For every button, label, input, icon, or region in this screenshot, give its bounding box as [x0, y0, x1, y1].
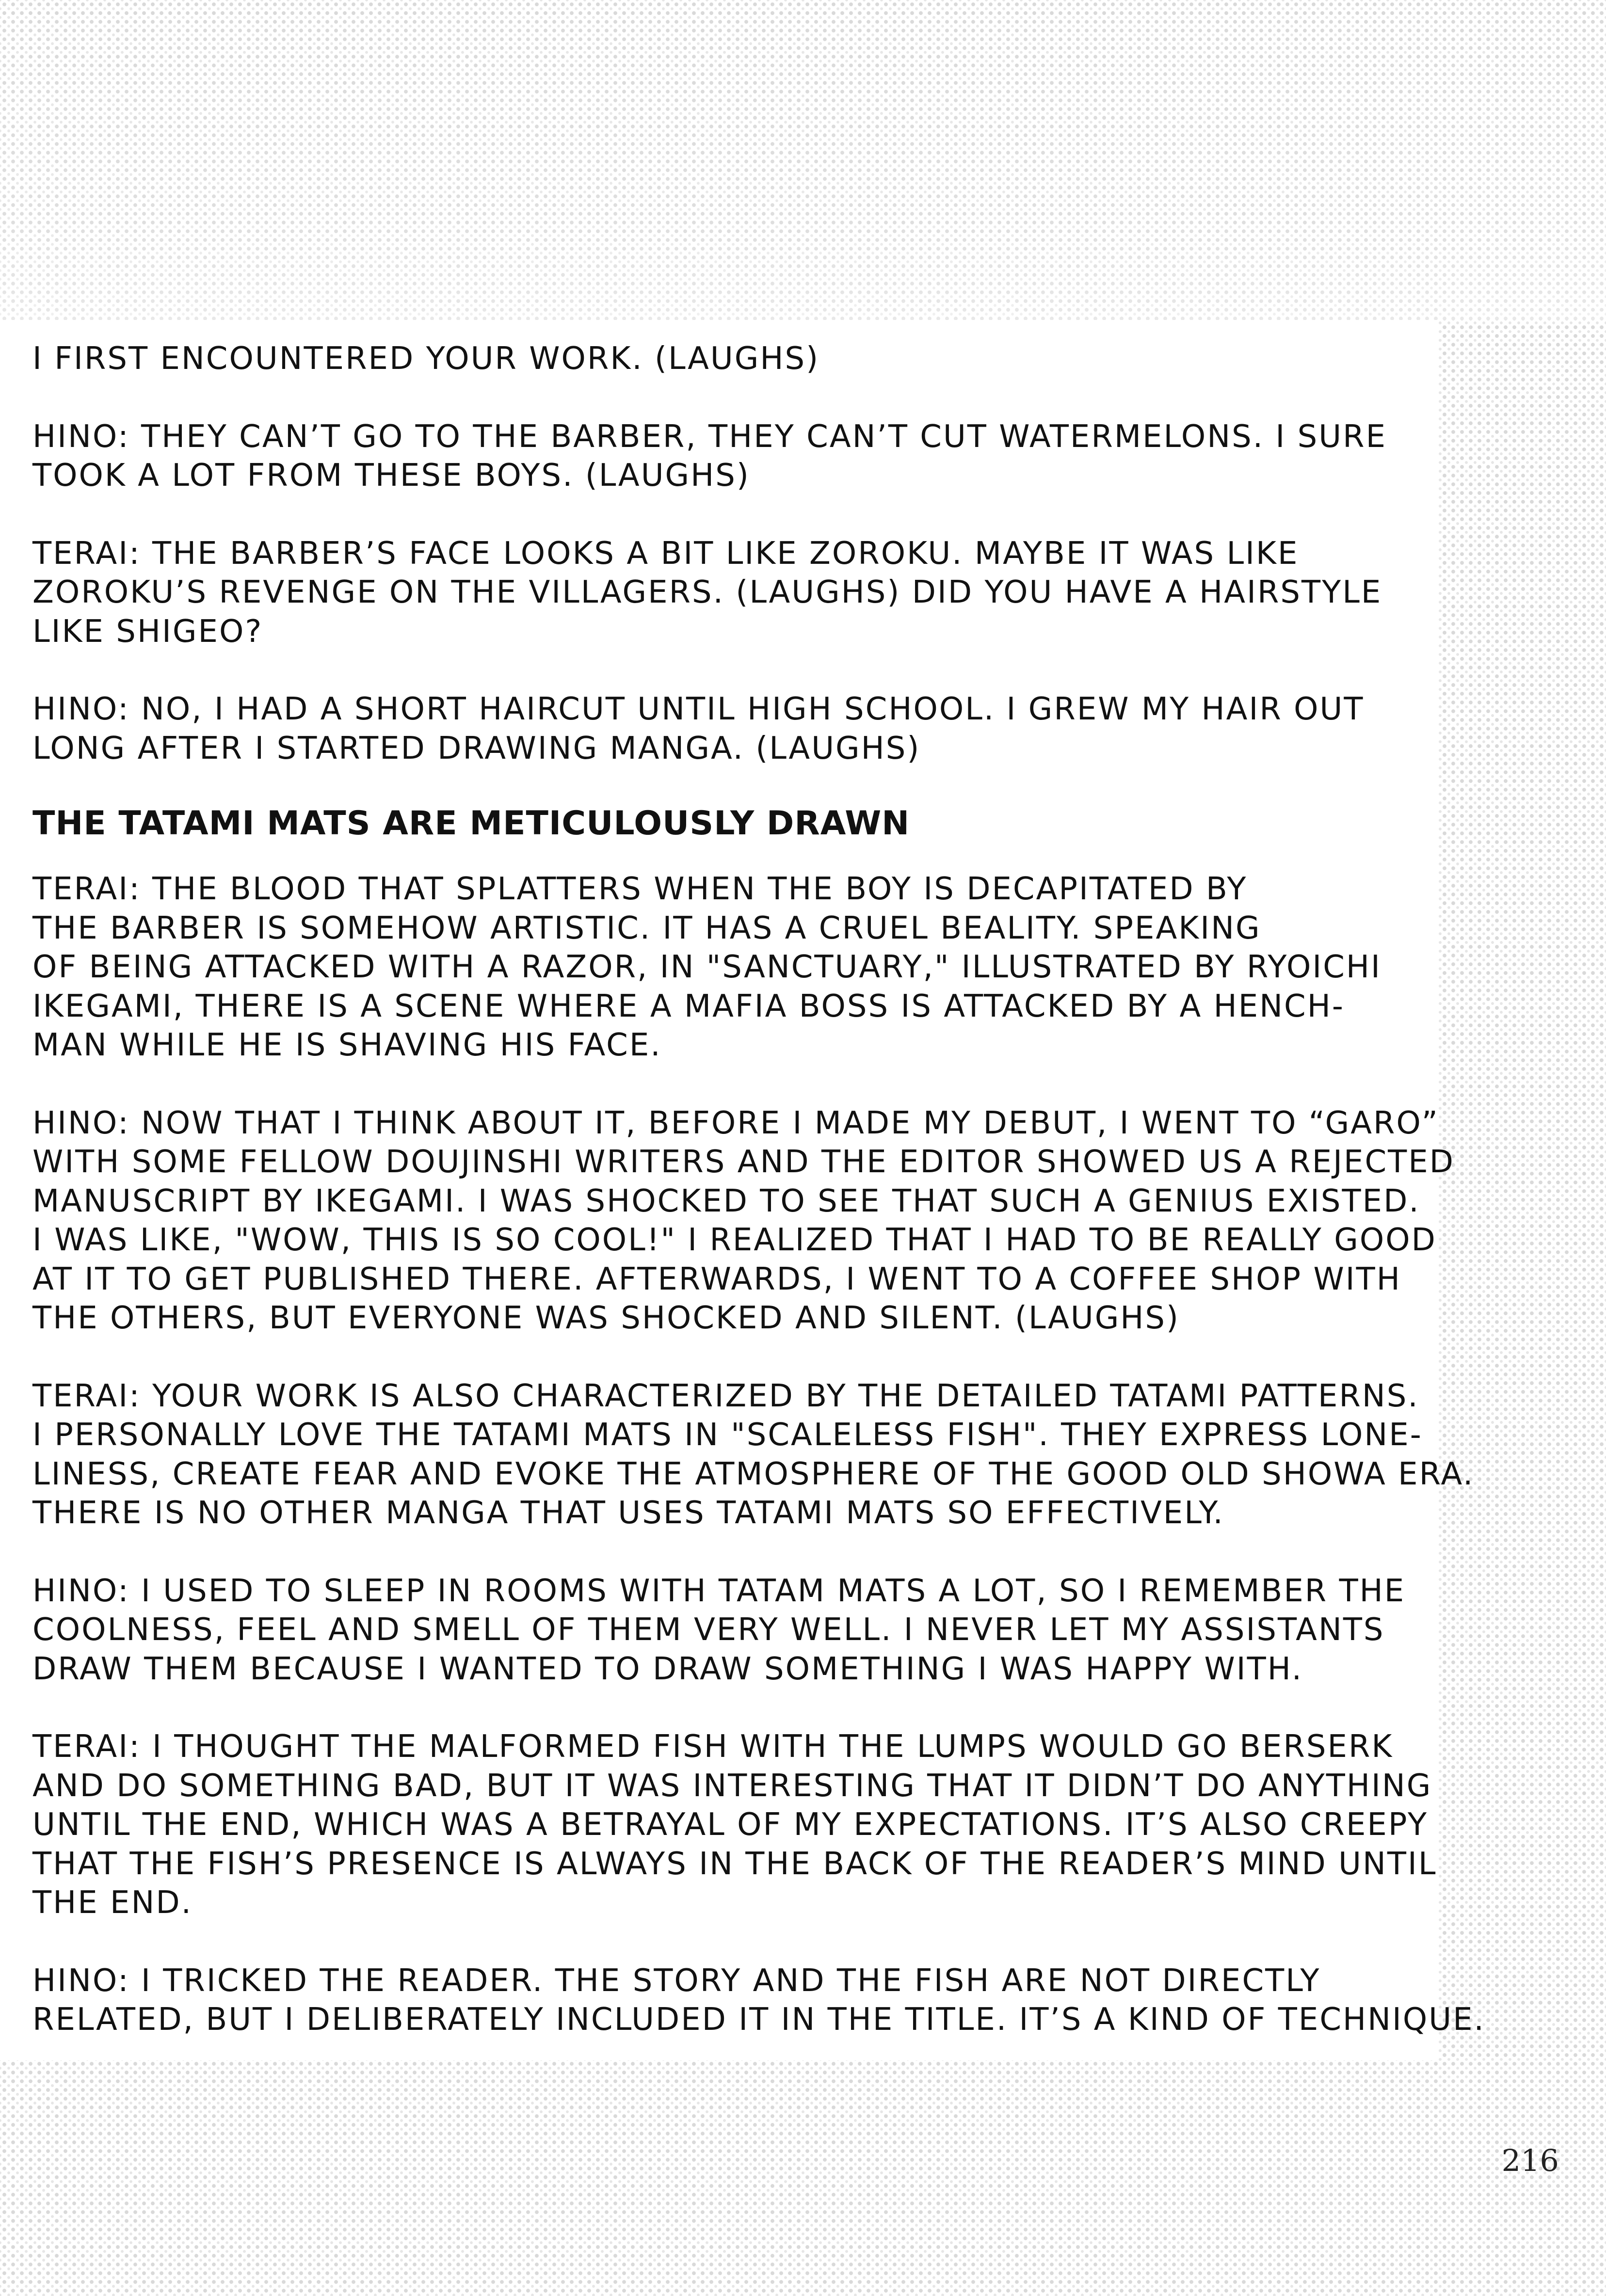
paragraph: [32, 1377, 1475, 1533]
text-line: ZOROKU’S REVENGE ON THE VILLAGERS. (LAUGHS) DID YOU HAVE A HAIRSTYLE: [32, 574, 1382, 610]
text-line: WITH SOME FELLOW DOUJINSHI WRITERS AND THE EDITOR SHOWED US A REJECTED: [32, 1144, 1455, 1180]
text-line: HINO: NO, I HAD A SHORT HAIRCUT UNTIL HIGH SCHOOL. I GREW MY HAIR OUT: [32, 691, 1365, 727]
paragraph: [32, 339, 1429, 379]
paragraph: [32, 417, 1429, 495]
text-line: TERAI: THE BLOOD THAT SPLATTERS WHEN THE BOY IS DECAPITATED BY: [32, 871, 1248, 907]
text-line: HINO: I TRICKED THE READER. THE STORY AND THE FISH ARE NOT DIRECTLY: [32, 1962, 1321, 1999]
text-line: THERE IS NO OTHER MANGA THAT USES TATAMI MATS SO EFFECTIVELY.: [32, 1495, 1224, 1531]
text-line: AND DO SOMETHING BAD, BUT IT WAS INTERESTING THAT IT DIDN’T DO ANYTHING: [32, 1768, 1432, 1804]
paragraph: [32, 870, 1429, 1065]
halftone-fade: [0, 0, 1606, 320]
paragraph: [32, 690, 1429, 768]
text-line: AT IT TO GET PUBLISHED THERE. AFTERWARDS, I WENT TO A COFFEE SHOP WITH: [32, 1261, 1401, 1297]
paragraph: [32, 1104, 1455, 1338]
paragraph: [32, 1572, 1429, 1689]
text-line: COOLNESS, FEEL AND SMELL OF THEM VERY WELL. I NEVER LET MY ASSISTANTS: [32, 1612, 1385, 1648]
section-heading: THE TATAMI MATS ARE METICULOUSLY DRAWN: [32, 804, 910, 843]
paragraph: [32, 1727, 1437, 1923]
text-line: DRAW THEM BECAUSE I WANTED TO DRAW SOMETHING I WAS HAPPY WITH.: [32, 1651, 1303, 1687]
text-line: THE END.: [32, 1885, 193, 1921]
text-line: I WAS LIKE, "WOW, THIS IS SO COOL!" I REALIZED THAT I HAD TO BE REALLY GOOD: [32, 1222, 1437, 1258]
text-line: HINO: THEY CAN’T GO TO THE BARBER, THEY CAN’T CUT WATERMELONS. I SURE: [32, 418, 1387, 455]
text-line: THE BARBER IS SOMEHOW ARTISTIC. IT HAS A CRUEL BEALITY. SPEAKING: [32, 910, 1261, 946]
paragraph: [32, 1961, 1485, 2040]
text-line: IKEGAMI, THERE IS A SCENE WHERE A MAFIA BOSS IS ATTACKED BY A HENCH-: [32, 988, 1345, 1024]
text-line: UNTIL THE END, WHICH WAS A BETRAYAL OF MY EXPECTATIONS. IT’S ALSO CREEPY: [32, 1807, 1429, 1843]
page-number: 216: [1501, 2143, 1559, 2178]
text-line: I FIRST ENCOUNTERED YOUR WORK. (LAUGHS): [32, 341, 820, 377]
text-line: HINO: I USED TO SLEEP IN ROOMS WITH TATAM MATS A LOT, SO I REMEMBER THE: [32, 1573, 1406, 1609]
text-line: HINO: NOW THAT I THINK ABOUT IT, BEFORE I MADE MY DEBUT, I WENT TO “GARO”: [32, 1105, 1439, 1141]
paragraph: [32, 534, 1429, 652]
text-line: THE OTHERS, BUT EVERYONE WAS SHOCKED AND SILENT. (LAUGHS): [32, 1300, 1180, 1336]
text-line: RELATED, BUT I DELIBERATELY INCLUDED IT IN THE TITLE. IT’S A KIND OF TECHNIQUE.: [32, 2002, 1485, 2038]
text-line: LONG AFTER I STARTED DRAWING MANGA. (LAUGHS): [32, 730, 921, 766]
text-line: THAT THE FISH’S PRESENCE IS ALWAYS IN THE BACK OF THE READER’S MIND UNTIL: [32, 1846, 1437, 1882]
text-line: OF BEING ATTACKED WITH A RAZOR, IN "SANCTUARY," ILLUSTRATED BY RYOICHI: [32, 949, 1381, 985]
text-line: MANUSCRIPT BY IKEGAMI. I WAS SHOCKED TO SEE THAT SUCH A GENIUS EXISTED.: [32, 1183, 1420, 1219]
interview-text: [32, 339, 1485, 2078]
text-line: MAN WHILE HE IS SHAVING HIS FACE.: [32, 1027, 662, 1063]
text-line: TERAI: THE BARBER’S FACE LOOKS A BIT LIKE ZOROKU. MAYBE IT WAS LIKE: [32, 535, 1299, 572]
text-line: LIKE SHIGEO?: [32, 613, 263, 650]
text-line: TOOK A LOT FROM THESE BOYS. (LAUGHS): [32, 458, 750, 494]
text-line: I PERSONALLY LOVE THE TATAMI MATS IN "SCALELESS FISH". THEY EXPRESS LONE-: [32, 1417, 1423, 1453]
text-line: TERAI: YOUR WORK IS ALSO CHARACTERIZED BY THE DETAILED TATAMI PATTERNS.: [32, 1378, 1419, 1414]
text-line: TERAI: I THOUGHT THE MALFORMED FISH WITH THE LUMPS WOULD GO BERSERK: [32, 1729, 1394, 1765]
text-line: LINESS, CREATE FEAR AND EVOKE THE ATMOSPHERE OF THE GOOD OLD SHOWA ERA.: [32, 1456, 1475, 1492]
